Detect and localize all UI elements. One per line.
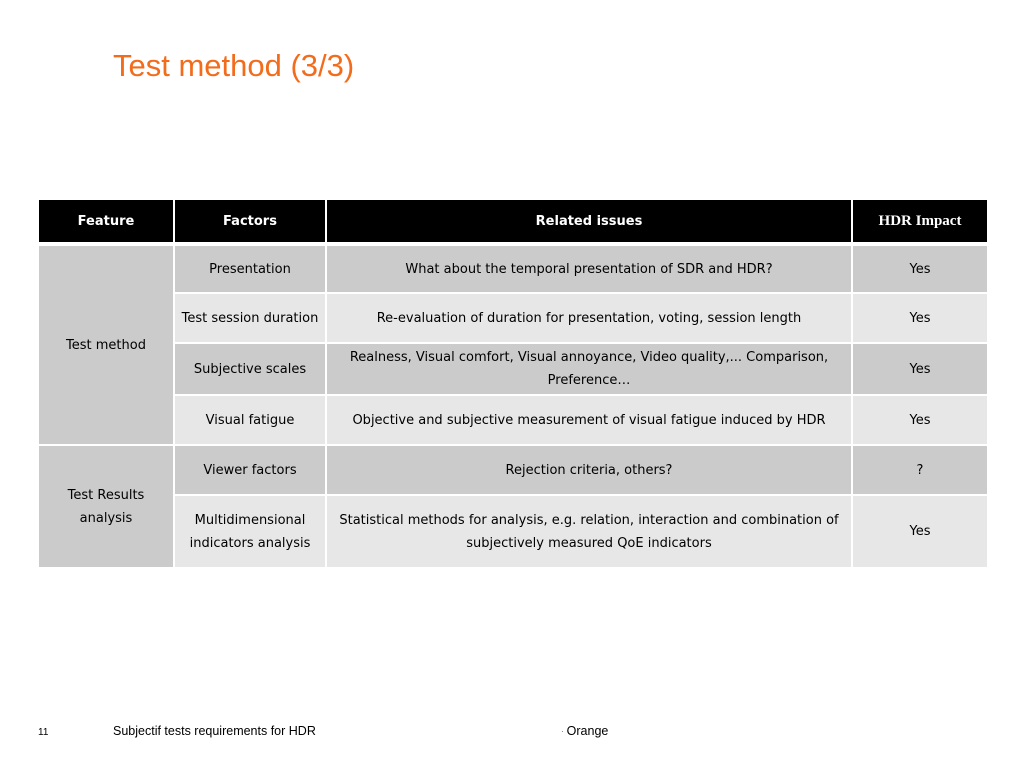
- impact-cell: Yes: [852, 343, 988, 395]
- issue-cell: What about the temporal presentation of SDR and HDR?: [326, 244, 852, 293]
- impact-cell: Yes: [852, 293, 988, 343]
- impact-cell: Yes: [852, 244, 988, 293]
- header-feature: Feature: [38, 199, 174, 244]
- impact-cell: ?: [852, 445, 988, 495]
- slide-title: Test method (3/3): [113, 48, 355, 83]
- issue-cell: Realness, Visual comfort, Visual annoyance, Video quality,... Comparison, Preference…: [326, 343, 852, 395]
- feature-cell: Test Results analysis: [38, 445, 174, 568]
- factor-cell: Multidimensional indicators analysis: [174, 495, 326, 568]
- issue-cell: Objective and subjective measurement of visual fatigue induced by HDR: [326, 395, 852, 445]
- bullet-dot-icon: ·: [561, 727, 564, 737]
- header-factors: Factors: [174, 199, 326, 244]
- factor-cell: Visual fatigue: [174, 395, 326, 445]
- features-table: [37, 198, 989, 569]
- factor-cell: Viewer factors: [174, 445, 326, 495]
- table-row: [38, 445, 988, 495]
- table-row: [38, 495, 988, 568]
- factor-cell: Test session duration: [174, 293, 326, 343]
- footer-brand: [561, 724, 608, 738]
- impact-cell: Yes: [852, 395, 988, 445]
- factor-cell: Subjective scales: [174, 343, 326, 395]
- table-row: [38, 293, 988, 343]
- factor-cell: Presentation: [174, 244, 326, 293]
- table-row: [38, 343, 988, 395]
- feature-cell: Test method: [38, 244, 174, 445]
- header-related-issues: Related issues: [326, 199, 852, 244]
- table-row: [38, 244, 988, 293]
- issue-cell: Statistical methods for analysis, e.g. relation, interaction and combination of subjectively measured QoE indicators: [326, 495, 852, 568]
- issue-cell: Re-evaluation of duration for presentation, voting, session length: [326, 293, 852, 343]
- issue-cell: Rejection criteria, others?: [326, 445, 852, 495]
- page-number: 11: [38, 727, 49, 738]
- impact-cell: Yes: [852, 495, 988, 568]
- footer-doc-title: Subjectif tests requirements for HDR: [113, 724, 316, 738]
- header-hdr-impact: HDR Impact: [852, 199, 988, 244]
- table-header-row: [38, 199, 988, 244]
- table-row: [38, 395, 988, 445]
- brand-label: Orange: [566, 724, 609, 738]
